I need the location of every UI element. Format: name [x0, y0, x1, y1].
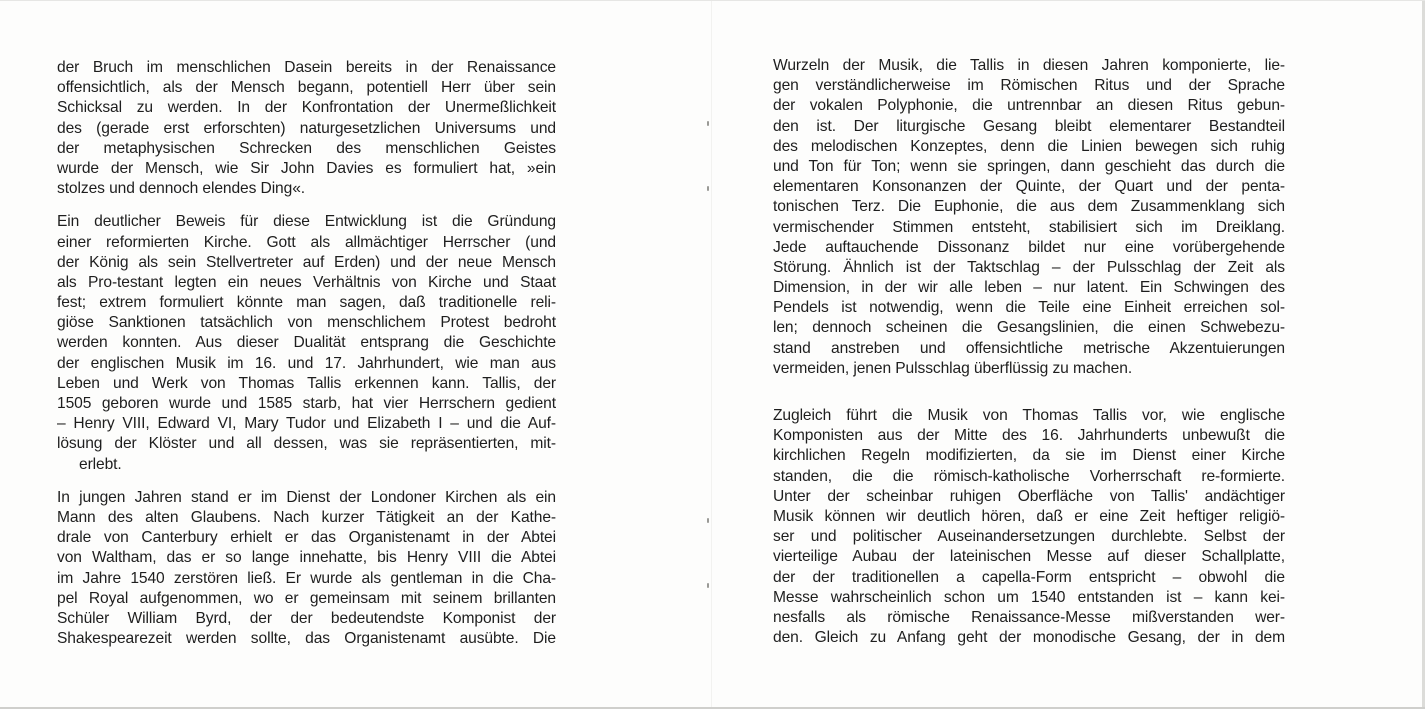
text-line: Messe wahrscheinlich schon um 1540 entstanden ist – kann kei- — [773, 588, 1285, 606]
text-line: der Bruch im menschlichen Dasein bereits in der Renaissance — [57, 59, 556, 76]
text-line: offensichtlich, als der Mensch begann, potentiell Herr über sein — [57, 79, 556, 97]
text-line: Leben und Werk von Thomas Tallis erkennen kann. Tallis, der — [57, 374, 556, 392]
text-line: elementaren Konsonanzen der Quinte, der Quart und der penta- — [773, 178, 1285, 196]
text-line: lösung der Klöster und all dessen, was sie repräsentierten, mit- — [57, 435, 556, 453]
text-line: erlebt. — [79, 455, 122, 473]
text-line: als Pro-testant legten ein neues Verhältnis von Kirche und Staat — [57, 273, 556, 291]
text-line: Störung. Ähnlich ist der Taktschlag – der Pulsschlag der Zeit als — [773, 258, 1285, 276]
paragraph — [57, 488, 556, 650]
text-line: Musik können wir deutlich hören, daß er eine Zeit heftiger religiö- — [773, 507, 1285, 525]
text-line: Komponisten aus der Mitte des 16. Jahrhunderts unbewußt die — [773, 427, 1285, 445]
text-line: des melodischen Konzeptes, denn die Linien bewegen sich ruhig — [773, 137, 1285, 155]
text-line: Schicksal zu werden. In der Konfrontation der Unermeßlichkeit — [57, 99, 556, 117]
text-line: fest; extrem formuliert könnte man sagen, daß traditionelle reli- — [57, 294, 556, 312]
text-line: 1505 geboren wurde und 1585 starb, hat vier Herrschern gedient — [57, 395, 556, 412]
text-line: Ein deutlicher Beweis für diese Entwicklung ist die Gründung — [57, 213, 556, 231]
text-line: Shakespearezeit werden sollte, das Organistenamt ausübte. Die — [57, 630, 556, 648]
text-line: pel Royal aufgenommen, wo er gemeinsam mit seinem brillanten — [57, 589, 556, 607]
text-line: kirchlichen Regeln modifizierten, da sie im Dienst einer Kirche — [773, 447, 1285, 465]
text-line: Unter der scheinbar ruhigen Oberfläche von Tallis' andächtiger — [773, 487, 1285, 505]
text-line: nesfalls als römische Renaissance-Messe mißverstanden wer- — [773, 608, 1285, 626]
print-speck — [707, 186, 709, 191]
text-line: giöse Sanktionen tatsächlich von menschlichem Protest bedroht — [57, 314, 556, 332]
text-line: Schüler William Byrd, der der bedeutendste Komponist der — [57, 609, 556, 627]
text-line: der König als sein Stellvertreter auf Erden) und der neue Mensch — [57, 253, 556, 271]
text-line: gen verständlicherweise im Römischen Ritus und der Sprache — [773, 77, 1285, 95]
left-text-column — [57, 58, 556, 649]
right-page — [712, 1, 1425, 706]
text-line: Zugleich führt die Musik von Thomas Tallis vor, wie englische — [773, 407, 1285, 424]
text-line: standen, die die römisch-katholische Vorherrschaft re-formierte. — [773, 467, 1285, 485]
text-line: und Ton für Ton; wenn sie springen, dann geschieht das durch die — [773, 157, 1285, 175]
print-speck — [707, 518, 709, 523]
text-line: Mann des alten Glaubens. Nach kurzer Tätigkeit an der Kathe- — [57, 508, 556, 526]
paragraph — [773, 56, 1285, 379]
text-line: werden konnten. Aus dieser Dualität entsprang die Geschichte — [57, 334, 556, 352]
text-line: stolzes und dennoch elendes Ding«. — [57, 180, 306, 198]
text-line: des (gerade erst erforschten) naturgesetzlichen Universums und — [57, 119, 556, 137]
text-line: Jede auftauchende Dissonanz bildet nur eine vorübergehende — [773, 238, 1285, 256]
text-line: Dimension, in der wir alle leben – nur latent. Ein Schwingen des — [773, 279, 1285, 297]
text-line: der metaphysischen Schrecken des menschlichen Geistes — [57, 139, 556, 157]
text-line: Wurzeln der Musik, die Tallis in diesen Jahren komponierte, lie- — [773, 57, 1285, 74]
text-line: ser und politischer Auseinandersetzungen durchlebte. Selbst der — [773, 528, 1285, 546]
text-line: len; dennoch scheinen die Gesangslinien, die einen Schwebezu- — [773, 319, 1285, 337]
paragraph — [57, 212, 556, 474]
paragraph — [773, 406, 1285, 648]
text-line: vierteilige Aubau der lateinischen Messe auf dieser Schallplatte, — [773, 548, 1285, 566]
text-line: den. Gleich zu Anfang geht der monodische Gesang, der in dem — [773, 629, 1285, 647]
right-text-column — [773, 56, 1285, 648]
text-line: den ist. Der liturgische Gesang bleibt elementarer Bestandteil — [773, 117, 1285, 135]
text-line: vermeiden, jenen Pulsschlag überflüssig zu machen. — [773, 359, 1133, 377]
text-line: stand anstreben und offensichtliche metrische Akzentuierungen — [773, 339, 1285, 357]
text-line: im Jahre 1540 zerstören ließ. Er wurde als gentleman in die Cha- — [57, 569, 556, 587]
left-page — [0, 1, 712, 706]
print-speck — [707, 583, 709, 588]
text-line: der der traditionellen a capella-Form entspricht – obwohl die — [773, 568, 1285, 586]
text-line: vermischender Stimmen entsteht, stabilisiert sich im Dreiklang. — [773, 218, 1285, 236]
text-line: wurde der Mensch, wie Sir John Davies es formuliert hat, »ein — [57, 159, 556, 177]
text-line: Pendels ist notwendig, wenn die Teile eine Einheit erreichen sol- — [773, 299, 1285, 317]
text-line: von Waltham, das er so lange innehatte, bis Henry VIII die Abtei — [57, 549, 556, 567]
text-line: einer reformierten Kirche. Gott als allmächtiger Herrscher (und — [57, 233, 556, 251]
text-line: – Henry VIII, Edward VI, Mary Tudor und Elizabeth I – und die Auf- — [57, 415, 556, 433]
text-line: der englischen Musik im 16. und 17. Jahrhundert, wie man aus — [57, 354, 556, 372]
text-line: tonischen Terz. Die Euphonie, die aus dem Zusammenklang sich — [773, 198, 1285, 216]
paragraph — [57, 58, 556, 199]
text-line: In jungen Jahren stand er im Dienst der Londoner Kirchen als ein — [57, 488, 556, 506]
print-speck — [707, 121, 709, 126]
text-line: drale von Canterbury erhielt er das Organistenamt in der Abtei — [57, 529, 556, 547]
text-line: der vokalen Polyphonie, die untrennbar an diesen Ritus gebun- — [773, 97, 1285, 115]
